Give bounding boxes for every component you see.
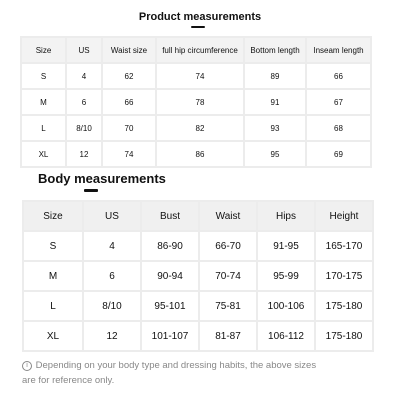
table-cell: 4 (67, 64, 101, 88)
table-cell: 8/10 (84, 292, 140, 320)
title-underline (191, 26, 205, 28)
table-cell: 175-180 (316, 322, 372, 350)
table-cell: 81-87 (200, 322, 256, 350)
table-row (24, 322, 372, 350)
reference-note (22, 358, 322, 388)
table-cell: 67 (307, 90, 370, 114)
table-cell: L (24, 292, 82, 320)
table-cell: 165-170 (316, 232, 372, 260)
table-cell: S (22, 64, 65, 88)
header-size: Size (22, 38, 65, 62)
table-cell: 6 (67, 90, 101, 114)
table-cell: 175-180 (316, 292, 372, 320)
table-cell: 170-175 (316, 262, 372, 290)
table-cell: 70 (103, 116, 155, 140)
table-cell: 95 (245, 142, 305, 166)
table-cell: 8/10 (67, 116, 101, 140)
table-row (24, 262, 372, 290)
table-cell: XL (22, 142, 65, 166)
table-cell: 62 (103, 64, 155, 88)
table-cell: 69 (307, 142, 370, 166)
table-cell: 66 (103, 90, 155, 114)
header-us: US (84, 202, 140, 230)
table-header-row (22, 38, 370, 62)
table-cell: 91-95 (258, 232, 314, 260)
product-measurements-table (20, 36, 372, 168)
table-row (22, 90, 370, 114)
header-bust: Bust (142, 202, 198, 230)
table-cell: 4 (84, 232, 140, 260)
table-cell: 90-94 (142, 262, 198, 290)
table-cell: 93 (245, 116, 305, 140)
table-cell: 12 (67, 142, 101, 166)
table-cell: 6 (84, 262, 140, 290)
body-measurements-title: Body measurements (38, 171, 166, 186)
table-cell: 78 (157, 90, 243, 114)
table-cell: 89 (245, 64, 305, 88)
info-icon: i (22, 361, 32, 371)
table-cell: M (22, 90, 65, 114)
title-underline (84, 189, 98, 192)
header-hips: Hips (258, 202, 314, 230)
header-height: Height (316, 202, 372, 230)
table-cell: 101-107 (142, 322, 198, 350)
table-cell: 74 (103, 142, 155, 166)
table-cell: 86 (157, 142, 243, 166)
table-row (22, 116, 370, 140)
header-inseam-length: Inseam length (307, 38, 370, 62)
table-cell: 70-74 (200, 262, 256, 290)
header-us: US (67, 38, 101, 62)
table-cell: S (24, 232, 82, 260)
product-measurements-title: Product measurements (138, 11, 262, 23)
table-header-row (24, 202, 372, 230)
table-cell: 12 (84, 322, 140, 350)
header-waist-size: Waist size (103, 38, 155, 62)
table-cell: 91 (245, 90, 305, 114)
table-cell: XL (24, 322, 82, 350)
table-cell: 75-81 (200, 292, 256, 320)
table-cell: 74 (157, 64, 243, 88)
header-waist: Waist (200, 202, 256, 230)
table-cell: M (24, 262, 82, 290)
table-cell: 95-99 (258, 262, 314, 290)
table-row (22, 64, 370, 88)
header-bottom-length: Bottom length (245, 38, 305, 62)
table-cell: 95-101 (142, 292, 198, 320)
table-cell: 66 (307, 64, 370, 88)
table-cell: 100-106 (258, 292, 314, 320)
table-row (22, 142, 370, 166)
table-row (24, 232, 372, 260)
table-cell: L (22, 116, 65, 140)
header-size: Size (24, 202, 82, 230)
reference-note-text: Depending on your body type and dressing habits, the above sizes are for reference only. (22, 360, 317, 386)
body-measurements-table (22, 200, 374, 352)
table-cell: 82 (157, 116, 243, 140)
table-cell: 106-112 (258, 322, 314, 350)
table-cell: 68 (307, 116, 370, 140)
header-full-hip: full hip circumference (157, 38, 243, 62)
table-cell: 66-70 (200, 232, 256, 260)
table-cell: 86-90 (142, 232, 198, 260)
table-row (24, 292, 372, 320)
